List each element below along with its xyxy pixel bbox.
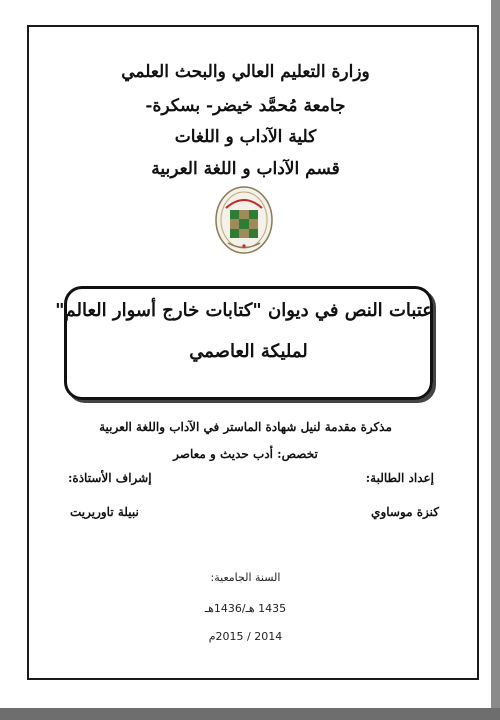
- student-name: كنزة موساوي: [371, 505, 439, 519]
- thesis-title-line-1: عتبات النص في ديوان "كتابات خارج أسوار العالم": [55, 300, 433, 321]
- supervisor-label: إشراف الأستاذة:: [68, 471, 152, 485]
- page-shadow-bottom: [0, 708, 500, 720]
- department-heading: قسم الآداب و اللغة العربية: [151, 159, 340, 179]
- university-heading: جامعة مُحمَّد خيضر- بسكرة-: [145, 96, 346, 116]
- university-emblem-icon: [214, 186, 274, 258]
- ministry-heading: وزارة التعليم العالي والبحث العلمي: [121, 62, 370, 82]
- faculty-heading: كلية الآداب و اللغات: [174, 127, 317, 147]
- thesis-title-line-2: لمليكة العاصمي: [189, 341, 308, 362]
- memo-description: مذكرة مقدمة لنيل شهادة الماستر في الآداب واللغة العربية: [99, 420, 392, 434]
- academic-year-label: السنة الجامعية:: [210, 571, 281, 584]
- hijri-year: 1435 هـ/1436هـ: [204, 602, 287, 615]
- student-label: إعداد الطالبة:: [365, 471, 434, 485]
- page-shadow-right: [491, 0, 500, 720]
- gregorian-year: 2014 / 2015م: [208, 630, 283, 643]
- supervisor-name: نبيلة تاوريريت: [70, 505, 139, 519]
- specialization: تخصص: أدب حديث و معاصر: [173, 447, 318, 461]
